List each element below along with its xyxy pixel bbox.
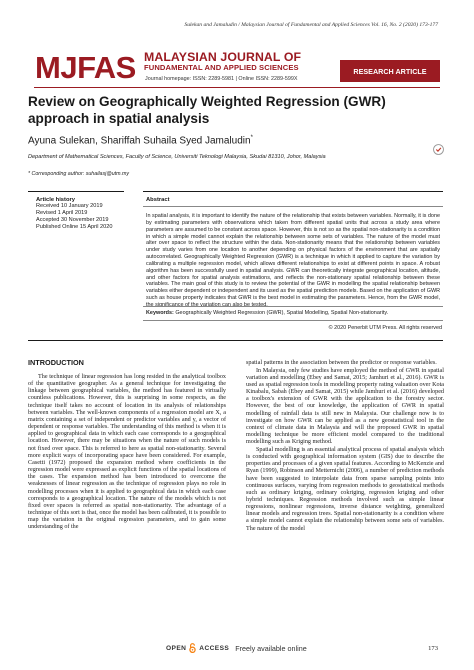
journal-logo-name — [144, 51, 301, 72]
keywords-list: Geographically Weighted Regression (GWR), Spatial Modelling, Spatial Non-stationarity. — [175, 310, 389, 316]
open-access-banner — [166, 643, 307, 653]
intro-paragraph: Spatial modelling is an essential analytical process of spatial analysis which is conducted with geographical information system (GIS) due to describe the properties and processes of a given spatial features. According to McKenzie and Ryan (1999), Robinson and Metternicht (2006), a number of prediction methods have been suggested to interpolate data from sparse sampling points into continuous surfaces, varying from regression methods to geostatistical methods such as ordinary kriging, ordinary cokriging, regression kriging and other hybrid techniques. Regression methods involved such as simple linear regressions, nonlinear regressions, inverse distance weighting, generalized linear models and regression trees. Spatial non-stationarity is a condition where a simple model cannot explain the relationship between some sets of variables. The nature of the model — [246, 446, 444, 532]
abstract-body: In spatial analysis, it is important to identify the nature of the relationship that exists between variables. Normally, it is done by estimating parameters with observations which taken from different spatial units that across a study area where parameters are assumed to be constant across space. However, this is not so as the spatial non-stationarity is a condition in which a simple model cannot explain the relationship between some sets of variables. The nature of the model must alter over space to reflect the structure within the data. Non-stationarity means that the relationship between variables under study varies from one location to another depending on physical factors of the environment that are spatially autocorrelated. Geographically Weighted Regression (GWR) is a technique in which it applied to capture the variation by calibrating a multiple regression model, which allows different relationships to exist at different points in space. A robust algorithm has been successfully used in spatial analysis. GWR can theoretically integrate geographical location, altitude, and other factors for spatial analysis estimations, and reflects the non-stationary spatial relationship between these variables. The main goal of this study is to review the potential of the GWR in modelling the spatial relationship between variables either dependent or independent and its used as the spatial prediction models. Based on the application of GWR such as house property indicates that GWR is the best model in estimating the parameters. Hence, from the GWR model, the significance of the variation can also be tested. — [146, 213, 440, 308]
history-revised: Revised 1 April 2019 — [36, 209, 88, 216]
journal-name-line1: MALAYSIAN JOURNAL OF — [144, 50, 302, 64]
running-head: Sulekan and Jamaludin / Malaysian Journal of Fundamental and Applied Sciences Vol. 16, No. 2 (2020) 173-177 — [184, 22, 438, 28]
corresponding-marker: * — [250, 135, 253, 141]
abstract-rule-top — [143, 191, 443, 192]
journal-logo-acronym: MJFAS — [35, 50, 136, 85]
history-accepted: Accepted 30 November 2019 — [36, 216, 109, 223]
corresponding-author: * Corresponding author: suhailasj@utm.my — [28, 171, 130, 177]
keywords — [146, 310, 440, 317]
keywords-rule — [143, 306, 443, 307]
history-rule-top — [28, 191, 124, 192]
journal-issn: Journal homepage: ISSN: 2289-5981 | Online ISSN: 2289-599X — [145, 76, 298, 82]
section-heading-introduction: INTRODUCTION — [28, 358, 84, 367]
author-affiliation: Department of Mathematical Sciences, Faculty of Science, Universiti Teknologi Malaysia, Skudai 81310, Johor, Malaysia — [28, 154, 326, 160]
open-access-access: ACCESS — [199, 644, 230, 652]
author-names: Ayuna Sulekan, Shariffah Suhaila Syed Jamaludin — [28, 135, 251, 147]
copyright-rule — [143, 320, 443, 321]
copyright-notice: © 2020 Penerbit UTM Press. All rights reserved — [328, 325, 442, 331]
crossmark-icon[interactable] — [433, 144, 444, 155]
abstract-heading-rule — [143, 206, 443, 207]
front-matter-rule-bottom — [28, 340, 443, 341]
intro-paragraph: The technique of linear regression has long resided in the analytical toolbox of the quantitative geographer. As a general technique for investigating the linkage between geographical variables, the method has featured in virtually countless publications. However, this is surprising in some respects, as the technique itself takes no account of location in its analysis of relationships between variables. The well-known components of a regression model are X, a matrix containing a set of independent or predictor variables and y, a vector of dependent or response variables. The understanding of this method is when it is applied to geographical data in which each case corresponds to a geographical location. However, there may be situations when the nature of such models is not fixed over space. This is referred to here as spatial non-stationarity. Several more explicit ways of incorporating space have been considered. For example, Casetti (1972) proposed the expansion method where coefficients in the regression model were expressed as explicit functions of the spatial locations of the cases. The expansion method has been introduced to overcome the weaknesses of linear regression as the technique of regression plays no role in modelling processes when it is applied to geographical data in which each case corresponds to a geographical location. The nature of the models which is not fixed over spaces is referred as spatial non-stationarity. The advantage of a technique of this sort is that, once the model has been calibrated, it is possible to map the variation in the original regression parameters, and to gain some understanding of the — [28, 374, 226, 531]
article-title: Review on Geographically Weighted Regression (GWR) approach in spatial analysis — [28, 94, 386, 126]
page-number: 173 — [428, 645, 438, 652]
header-divider — [34, 87, 440, 88]
article-history — [36, 197, 113, 231]
history-received: Received 10 January 2019 — [36, 203, 103, 209]
author-list — [28, 135, 253, 146]
keywords-label: Keywords: — [146, 310, 174, 316]
intro-paragraph: spatial patterns in the association between the predictor or response variables. — [246, 360, 437, 366]
journal-name-line2: FUNDAMENTAL AND APPLIED SCIENCES — [144, 62, 299, 72]
open-access-open: OPEN — [166, 644, 187, 652]
open-access-tagline: Freely available online — [235, 643, 307, 653]
intro-left-column — [28, 374, 226, 532]
intro-paragraph: In Malaysia, only few studies have employed the method of GWR in spatial variation and modelling (Ebey and Samat, 2015; Jamhuri et al., 2016). GWR is used as spatial regression tools in modelling property rating valuation over Kota Kinabalu, Sabah (Ebey and Samat, 2015) while Jamhuri et al. (2016) developed a toolbox's extension of GWR with the application to the forestry sector. However, the best of our knowledge, the application of GWR in spatial modelling of rainfall data is still new in Malaysia. Our challenge now is to investigate on how GWR can be applied as a new geostatistical tool in the context of climate data in Malaysia and will the proposed GWR in spatial modelling technique be more efficient model compared to the traditional modelling such as Kriging method. — [246, 367, 444, 446]
abstract-heading: Abstract — [146, 197, 170, 203]
article-type-badge: RESEARCH ARTICLE — [340, 60, 440, 82]
article-history-heading: Article history — [36, 197, 75, 203]
intro-right-column — [246, 360, 444, 533]
history-published: Published Online 15 April 2020 — [36, 223, 113, 230]
open-access-lock-icon — [189, 643, 196, 653]
